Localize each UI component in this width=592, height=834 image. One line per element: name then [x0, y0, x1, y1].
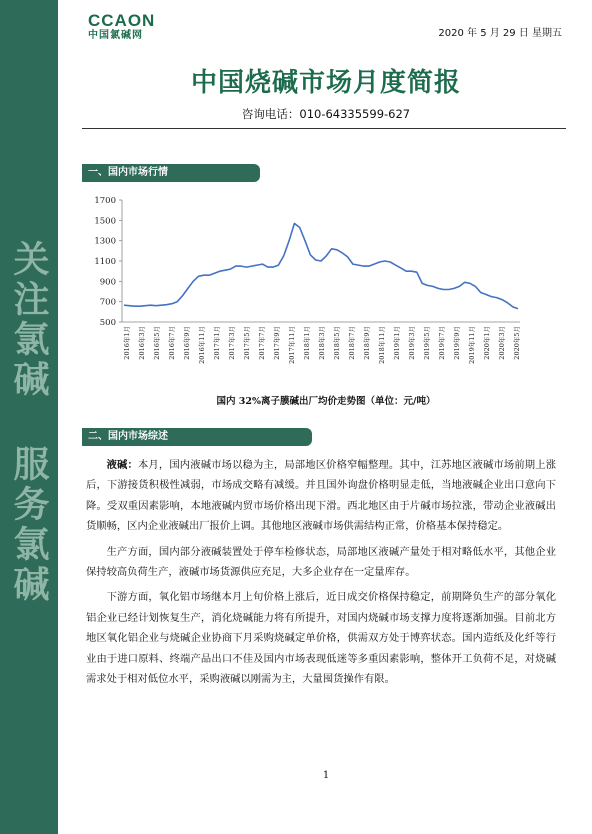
logo-chinese: 中国氯碱网	[88, 30, 143, 41]
x-tick-label: 2017年5月	[243, 326, 251, 360]
logo-english: CCAON	[88, 11, 156, 30]
x-tick-label: 2020年1月	[483, 326, 491, 360]
x-tick-label: 2017年9月	[273, 326, 281, 360]
paragraph-liquid-caustic	[86, 455, 556, 537]
x-tick-label: 2018年11月	[378, 326, 386, 364]
header-rule	[82, 128, 566, 129]
x-tick-label: 2017年11月	[288, 326, 296, 364]
x-tick-label: 2019年11月	[468, 326, 476, 364]
x-tick-label: 2019年7月	[438, 326, 446, 360]
x-tick-label: 2016年9月	[183, 326, 191, 360]
y-tick-label: 1700	[94, 196, 116, 206]
x-tick-label: 2019年1月	[393, 326, 401, 360]
x-tick-label: 2019年5月	[423, 326, 431, 360]
section-heading-summary: 二、国内市场综述	[82, 428, 312, 446]
page-number: 1	[322, 770, 330, 781]
x-tick-label: 2020年5月	[513, 326, 521, 360]
y-tick-label: 1500	[94, 216, 116, 227]
paragraph-text: 本月，国内液碱市场以稳为主，局部地区价格窄幅整理。其中，江苏地区液碱市场前期上涨后，下游接货积极性减弱，市场成交略有减缓。并且国外询盘价格明显走低，当地液碱企业出口意向下降。受双重因素影响，本地液碱内贸市场价格出现下滑。西北地区由于片碱市场拉涨，带动企业液碱出货顺畅，区内企业液碱出厂报价上调。其他地区液碱市场供需结构正常，价格基本保持稳定。	[86, 459, 557, 533]
y-tick-label: 500	[99, 318, 116, 328]
x-tick-label: 2020年3月	[498, 326, 506, 360]
x-tick-label: 2017年7月	[258, 326, 266, 360]
contact-phone: 咨询电话：010-64335599-627	[241, 107, 411, 121]
x-tick-label: 2016年5月	[153, 326, 161, 360]
report-date: 2020 年 5 月 29 日 星期五	[438, 28, 562, 39]
x-tick-label: 2018年7月	[348, 326, 356, 360]
y-tick-label: 700	[99, 297, 116, 308]
paragraph-production: 生产方面，国内部分液碱装置处于停车检修状态，局部地区液碱产量处于相对略低水平，其他企业保持较高负荷生产，液碱市场货源供应充足，大多企业存在一定量库存。	[86, 545, 556, 579]
report-title: 中国烧碱市场月度简报	[190, 68, 461, 98]
y-tick-label: 1300	[94, 236, 116, 247]
price-series-line	[124, 223, 518, 308]
sidebar-slogan: 关注氯碱 服务氯碱	[8, 240, 49, 605]
x-tick-label: 2016年11月	[198, 326, 206, 364]
section-heading-market: 一、国内市场行情	[82, 164, 260, 182]
x-tick-label: 2018年3月	[318, 326, 326, 360]
paragraph-downstream: 下游方面，氧化铝市场继本月上旬价格上涨后，近日成交价格保持稳定，前期降负生产的部分氧化铝企业已经计划恢复生产，消化烧碱能力将有所提升，对国内烧碱市场支撑力度将逐渐加强。目前北方地区氧化铝企业与烧碱企业协商下月采购烧碱定单价格，供需双方处于博弈状态。国内造纸及化纤等行业由于进口原料、终端产品出口不佳及国内市场表现低迷等多重因素影响，整体开工负荷不足，对烧碱需求处于相对低位水平，采购液碱以刚需为主，大量囤货操作有限。	[86, 591, 556, 686]
price-trend-chart	[82, 186, 532, 386]
x-tick-label: 2016年3月	[138, 326, 146, 360]
y-tick-label: 1100	[94, 257, 116, 267]
sidebar-banner	[0, 0, 58, 834]
x-tick-label: 2018年9月	[363, 326, 371, 360]
x-tick-label: 2019年3月	[408, 326, 416, 360]
x-tick-label: 2017年3月	[228, 326, 236, 360]
chart-title: 国内 32%离子膜碱出厂均价走势图（单位：元/吨）	[216, 396, 436, 407]
paragraph-lead: 液碱：	[106, 459, 138, 471]
x-tick-label: 2018年5月	[333, 326, 341, 360]
x-tick-label: 2017年1月	[213, 326, 221, 360]
ccaon-logo	[88, 12, 155, 42]
x-tick-label: 2016年1月	[123, 326, 131, 360]
x-tick-label: 2018年1月	[303, 326, 311, 360]
x-tick-label: 2016年7月	[168, 326, 176, 360]
y-tick-label: 900	[99, 277, 116, 288]
x-tick-label: 2019年9月	[453, 326, 461, 360]
market-summary	[86, 455, 556, 694]
